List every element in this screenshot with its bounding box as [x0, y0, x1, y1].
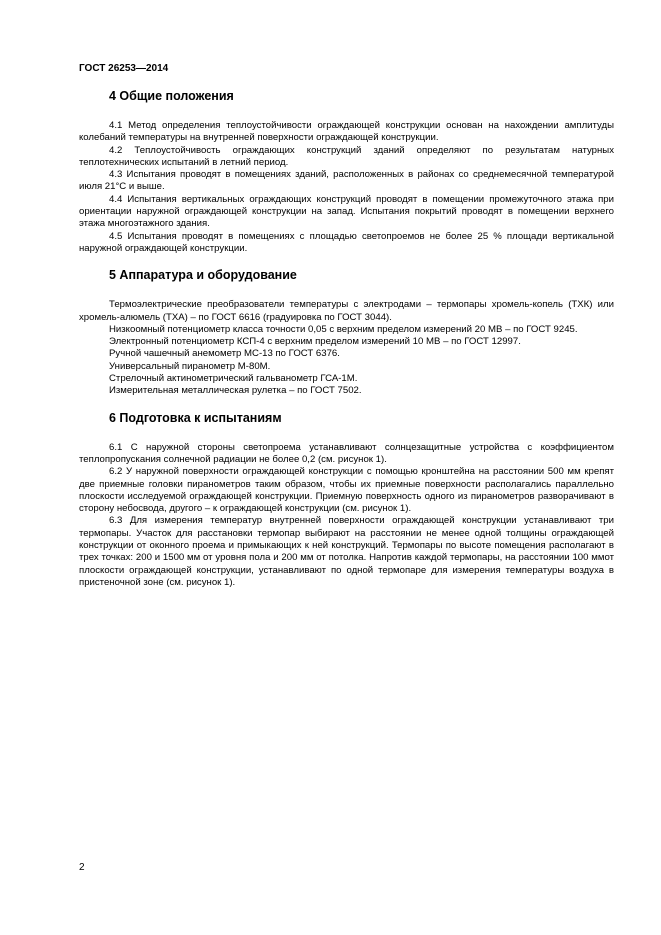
- paragraph: Универсальный пиранометр М-80М.: [109, 360, 271, 372]
- section-equipment: [79, 267, 614, 397]
- section-general: [79, 88, 614, 255]
- section-preparation: [79, 410, 614, 590]
- paragraph: Ручной чашечный анемометр МС-13 по ГОСТ 6376.: [109, 348, 340, 360]
- paragraph: Электронный потенциометр КСП-4 с верхним пределом измерений 10 МВ – по ГОСТ 12997.: [109, 336, 521, 348]
- section-title: 4 Общие положения: [109, 89, 234, 103]
- paragraph: Низкоомный потенциометр класса точности 0,05 с верхним пределом измерений 20 МВ – по ГОСТ 9245.: [109, 323, 578, 335]
- paragraph: 4.2 Теплоустойчивость ограждающих конструкций зданий определяют по результатам натурных теплотехнических испытаний в летний период.: [79, 144, 614, 168]
- paragraph: 6.3 Для измерения температур внутренней поверхности ограждающей конструкции устанавливают три термопары. Участок для расстановки термопар выбирают на расстоянии не менее одной толщины ограждающей конструкции от оконного проема и примыкающих к ней конструкций. Термопары по высоте помещения располагают в трех точках: 200 и 1500 мм от уровня пола и 200 мм от потолка. Напротив каждой термопары, на расстоянии 100 ммот плоскости ограждающей конструкции, устанавливают по одной термопаре для измерения температуры воздуха в пристеночной зоне (см. рисунок 1).: [79, 515, 614, 588]
- paragraph: Стрелочный актинометрический гальванометр ГСА-1М.: [109, 373, 358, 385]
- paragraph: 4.4 Испытания вертикальных ограждающих конструкций проводят в помещении промежуточного этажа при ориентации наружной ограждающей конструкции на запад. Испытания покрытий проводят в помещении верхнего этажа многоэтажного здания.: [79, 193, 614, 230]
- paragraph: 6.2 У наружной поверхности ограждающей конструкции с помощью кронштейна на расстоянии 500 мм крепят две приемные головки пиранометров таким образом, чтобы их приемные поверхности располагались параллельно плоскости исследуемой ограждающей конструкции. Приемную поверхность одного из пиранометров разворачивают в сторону небосвода, другого – к ограждающей конструкции (см. рисунок 1).: [79, 466, 614, 515]
- section-title: 6 Подготовка к испытаниям: [109, 410, 282, 425]
- page-number: 2: [79, 862, 85, 873]
- section-title: 5 Аппаратура и оборудование: [109, 268, 297, 283]
- paragraph: 4.5 Испытания проводят в помещениях с площадью светопроемов не более 25 % площади вертикальной наружной ограждающей конструкции.: [79, 230, 614, 254]
- paragraph: 4.3 Испытания проводят в помещениях зданий, расположенных в районах со среднемесячной температурой июля 21°С и выше.: [79, 169, 614, 193]
- document-body: [79, 88, 614, 601]
- paragraph: Измерительная металлическая рулетка – по ГОСТ 7502.: [109, 385, 362, 397]
- paragraph: 4.1 Метод определения теплоустойчивости ограждающей конструкции основан на нахождении амплитуды колебаний температуры на внутренней поверхности ограждающей конструкции.: [79, 120, 614, 144]
- paragraph: Термоэлектрические преобразователи температуры с электродами – термопары хромель-копель (ТХК) или хромель-алюмель (ТХА) – по ГОСТ 6616 (градуировка по ГОСТ 3044).: [79, 299, 614, 323]
- paragraph: 6.1 С наружной стороны светопроема устанавливают солнцезащитные устройства с коэффициентом теплопропускания солнечной радиации не более 0,2 (см. рисунок 1).: [79, 441, 614, 465]
- document-header: ГОСТ 26253—2014: [79, 63, 169, 74]
